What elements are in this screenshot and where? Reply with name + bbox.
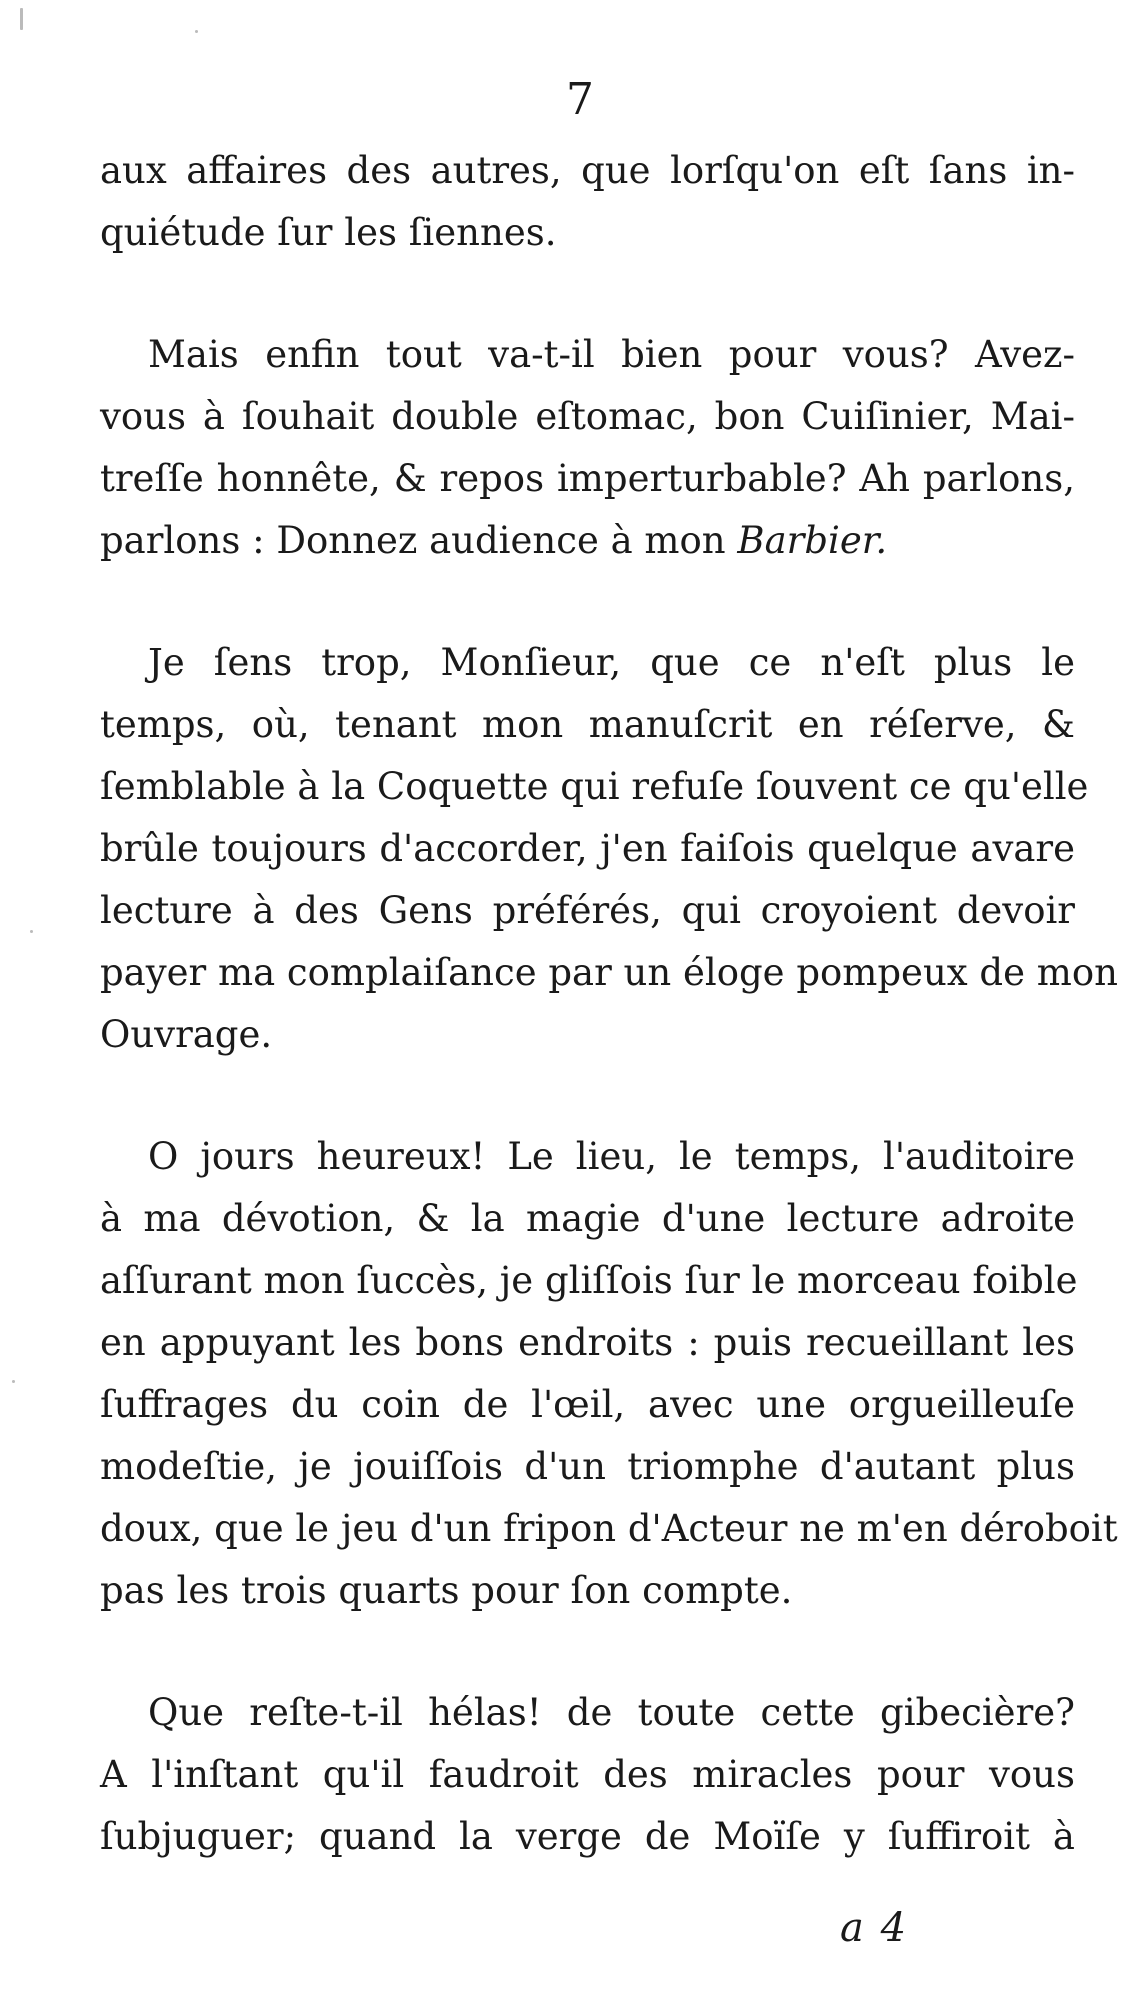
text-line-start: parlons : Donnez audience à mon <box>100 519 738 562</box>
text-line: quiétude ſur les ſiennes. <box>100 211 557 254</box>
text-line: Ouvrage. <box>100 1013 273 1056</box>
text-line: Je ſens trop, Monſieur, que ce n'eſt plus le <box>148 641 1075 684</box>
paragraph-4 <box>100 1126 1118 1622</box>
text-line: Mais enfin tout va-t-il bien pour vous? Avez- <box>148 333 1075 376</box>
text-line: O jours heureux! Le lieu, le temps, l'auditoire <box>148 1135 1075 1178</box>
paragraph-5 <box>100 1682 1075 1868</box>
text-line: aſſurant mon ſuccès, je gliſſois ſur le morceau foible <box>100 1259 1078 1302</box>
text-line: vous à ſouhait double eſtomac, bon Cuiſinier, Mai- <box>100 395 1075 438</box>
text-line: A l'inſtant qu'il faudroit des miracles pour vous <box>100 1753 1075 1796</box>
text-line: aux affaires des autres, que lorſqu'on eſt ſans in- <box>100 149 1075 192</box>
text-line: doux, que le jeu d'un fripon d'Acteur ne m'en déroboit <box>100 1507 1118 1550</box>
body-text <box>100 140 1118 1928</box>
print-speck <box>20 8 23 30</box>
text-line: pas les trois quarts pour ſon compte. <box>100 1569 793 1612</box>
page-number: 7 <box>566 74 594 125</box>
text-line: lecture à des Gens préférés, qui croyoient devoir <box>100 889 1075 932</box>
text-line: ſuffrages du coin de l'œil, avec une orgueilleuſe <box>100 1383 1075 1426</box>
text-line: à ma dévotion, & la magie d'une lecture adroite <box>100 1197 1075 1240</box>
text-line: temps, où, tenant mon manuſcrit en réſerve, & <box>100 703 1075 746</box>
signature-mark: a 4 <box>840 1905 909 1951</box>
text-line <box>100 510 1075 572</box>
paragraph-2 <box>100 324 1075 572</box>
text-line: modeſtie, je jouiſſois d'un triomphe d'autant plus <box>100 1445 1075 1488</box>
italic-word-barbier: Barbier. <box>737 519 888 562</box>
text-line: en appuyant les bons endroits : puis recueillant les <box>100 1321 1075 1364</box>
text-line: ſemblable à la Coquette qui refuſe ſouvent ce qu'elle <box>100 765 1089 808</box>
paragraph-1 <box>100 140 1075 264</box>
print-speck <box>30 930 33 933</box>
text-line: ſubjuguer; quand la verge de Moïſe y ſuffiroit à <box>100 1815 1075 1858</box>
text-line: payer ma complaiſance par un éloge pompeux de mon <box>100 951 1118 994</box>
print-speck <box>195 30 198 33</box>
paragraph-3 <box>100 632 1118 1066</box>
text-line: treſſe honnête, & repos imperturbable? Ah parlons, <box>100 457 1075 500</box>
text-line: brûle toujours d'accorder, j'en faiſois quelque avare <box>100 827 1075 870</box>
text-line: Que reſte-t-il hélas! de toute cette gibecière? <box>148 1691 1075 1734</box>
print-speck <box>12 1380 15 1383</box>
